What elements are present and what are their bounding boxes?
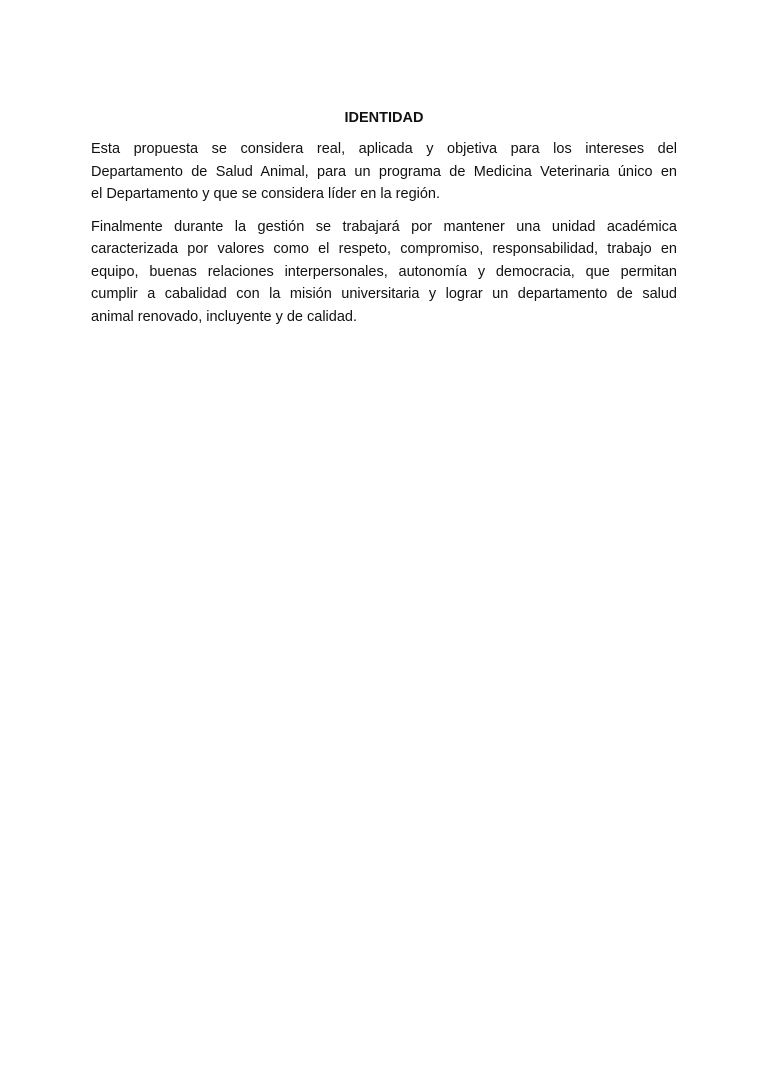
section-heading: IDENTIDAD bbox=[344, 110, 424, 126]
paragraph-line: animal renovado, incluyente y de calidad. bbox=[91, 308, 357, 325]
paragraph-line: equipo, buenas relaciones interpersonales, autonomía y democracia, que permitan bbox=[91, 263, 677, 280]
paragraph-line: el Departamento y que se considera líder en la región. bbox=[91, 186, 441, 202]
paragraph-identity-values bbox=[91, 216, 677, 329]
paragraph-line: caracterizada por valores como el respeto, compromiso, responsabilidad, trabajo en bbox=[91, 241, 677, 257]
document-body bbox=[91, 107, 677, 338]
paragraph-line: Esta propuesta se considera real, aplicada y objetiva para los intereses del bbox=[91, 141, 677, 157]
paragraph-identity-intro bbox=[91, 138, 677, 206]
paragraph-line: cumplir a cabalidad con la misión universitaria y lograr un departamento de salud bbox=[91, 286, 677, 302]
paragraph-line: Finalmente durante la gestión se trabajará por mantener una unidad académica bbox=[91, 218, 677, 235]
paragraph-line: Departamento de Salud Animal, para un programa de Medicina Veterinaria único en bbox=[91, 163, 677, 180]
